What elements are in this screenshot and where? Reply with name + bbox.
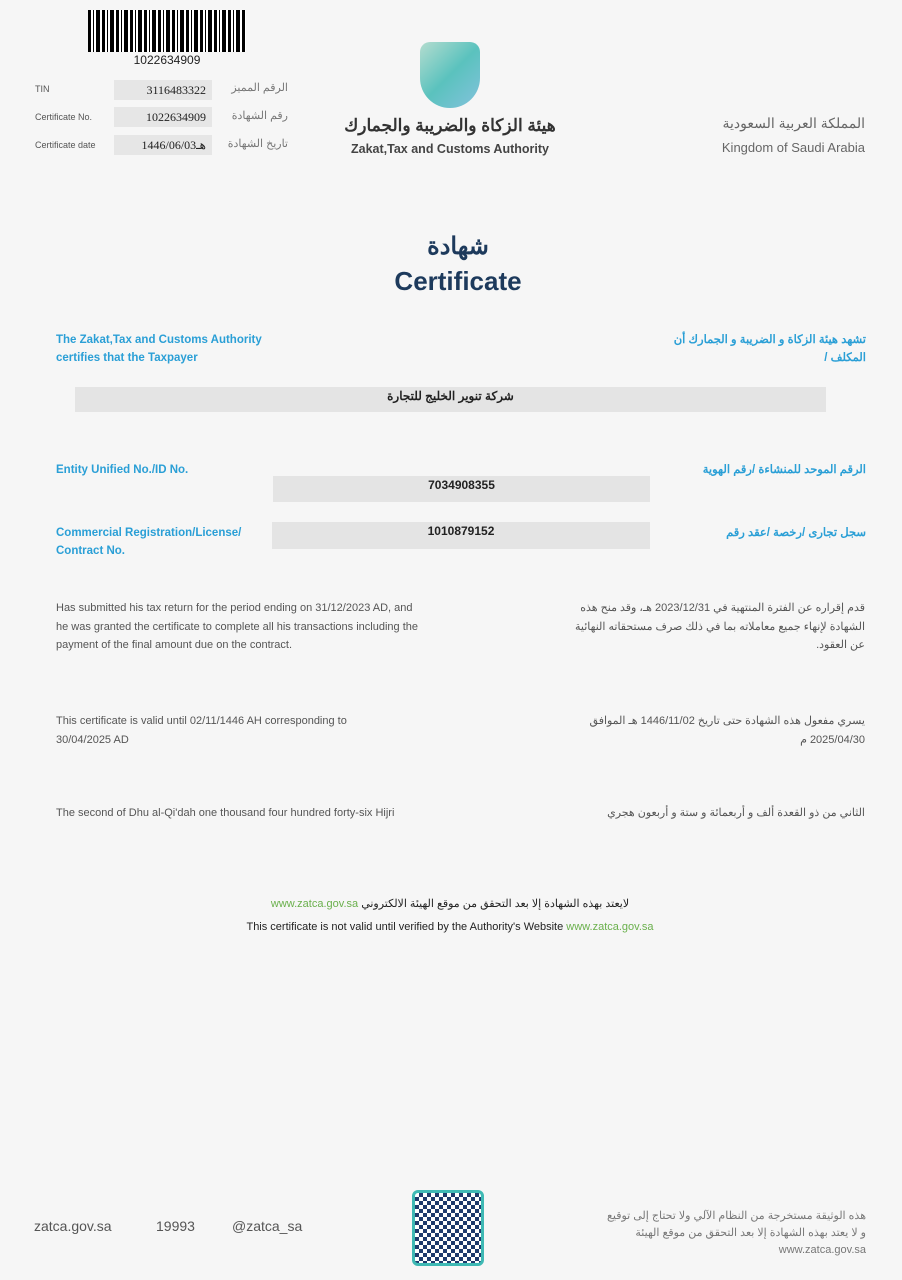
barcode-number: 1022634909 bbox=[133, 53, 201, 67]
cert-date-label: Certificate date bbox=[35, 140, 96, 150]
footer-handle[interactable]: @zatca_sa bbox=[232, 1218, 303, 1234]
authority-name-en: Zakat,Tax and Customs Authority bbox=[351, 142, 549, 156]
cert-date-label-ar: تاريخ الشهادة bbox=[227, 138, 288, 150]
cert-no-value: 1022634909 bbox=[114, 107, 212, 127]
footer-note-2: و لا يعتد بهذه الشهادة إلا بعد التحقق من موقع الهيئة bbox=[635, 1227, 866, 1239]
authority-name-ar: هيئة الزكاة والضريبة والجمارك bbox=[344, 116, 556, 135]
verify-url-en[interactable]: www.zatca.gov.sa bbox=[566, 921, 654, 933]
cr-label-ar: سجل تجارى /رخصة /عقد رقم bbox=[726, 527, 866, 539]
validity-en: This certificate is valid until 02/11/1446 AH corresponding to 30/04/2025 AD bbox=[56, 715, 347, 746]
submitted-en: Has submitted his tax return for the period ending on 31/12/2023 AD, and he was granted the certificate to complete all his transactions including the payment of the final amount due on the contract. bbox=[56, 602, 418, 651]
qr-code[interactable] bbox=[412, 1190, 484, 1266]
tin-label-ar: الرقم المميز bbox=[231, 82, 288, 94]
tin-label: TIN bbox=[35, 84, 50, 94]
footer-note-url[interactable]: www.zatca.gov.sa bbox=[778, 1244, 866, 1256]
cr-label-en: Commercial Registration/License/ Contract No. bbox=[56, 527, 242, 557]
footer-note-1: هذه الوثيقة مستخرجة من النظام الآلي ولا تحتاج إلى توقيع bbox=[607, 1210, 866, 1222]
certifies-ar: تشهد هيئة الزكاة و الضريبة و الجمارك أن المكلف / bbox=[673, 334, 866, 364]
footer-site[interactable]: zatca.gov.sa bbox=[34, 1218, 112, 1234]
title-en: Certificate bbox=[394, 266, 522, 296]
verify-url-ar[interactable]: www.zatca.gov.sa bbox=[270, 898, 359, 910]
entity-value: 7034908355 bbox=[273, 476, 650, 502]
entity-label-en: Entity Unified No./ID No. bbox=[56, 464, 189, 476]
verify-ar: لايعتد بهذه الشهادة إلا بعد التحقق من موقع الهيئة الالكتروني bbox=[361, 898, 630, 910]
validity-ar: يسري مفعول هذه الشهادة حتى تاريخ 1446/11/02 هـ الموافق 2025/04/30 م bbox=[589, 715, 865, 746]
footer-phone: 19993 bbox=[156, 1218, 195, 1234]
certifies-en: The Zakat,Tax and Customs Authority certifies that the Taxpayer bbox=[56, 334, 262, 364]
cr-value: 1010879152 bbox=[272, 522, 650, 549]
words-ar: الثاني من ذو القعدة ألف و أربعمائة و ستة و أربعون هجري bbox=[607, 807, 865, 819]
submitted-ar: قدم إقراره عن الفترة المنتهية في 2023/12/31 هـ، وقد منح هذه الشهادة لإنهاء جميع معاملاته بما في ذلك صرف مستحقاته النهائية عن العقود. bbox=[575, 602, 865, 651]
kingdom-ar: المملكة العربية السعودية bbox=[722, 115, 865, 131]
taxpayer-name: شركة تنوير الخليج للتجارة bbox=[75, 387, 826, 412]
cert-no-label-ar: رقم الشهادة bbox=[231, 110, 288, 122]
entity-label-ar: الرقم الموحد للمنشاءة /رقم الهوية bbox=[702, 464, 866, 476]
kingdom-en: Kingdom of Saudi Arabia bbox=[721, 140, 865, 155]
barcode bbox=[88, 10, 246, 52]
words-en: The second of Dhu al-Qi'dah one thousand four hundred forty-six Hijri bbox=[56, 807, 395, 819]
zatca-logo bbox=[420, 42, 480, 108]
verify-en: This certificate is not valid until verified by the Authority's Website bbox=[246, 921, 564, 933]
cert-date-value: 1446/06/03هـ bbox=[114, 135, 212, 155]
title-ar: شهادة bbox=[427, 233, 489, 260]
tin-value: 3116483322 bbox=[114, 80, 212, 100]
cert-no-label: Certificate No. bbox=[35, 112, 93, 122]
